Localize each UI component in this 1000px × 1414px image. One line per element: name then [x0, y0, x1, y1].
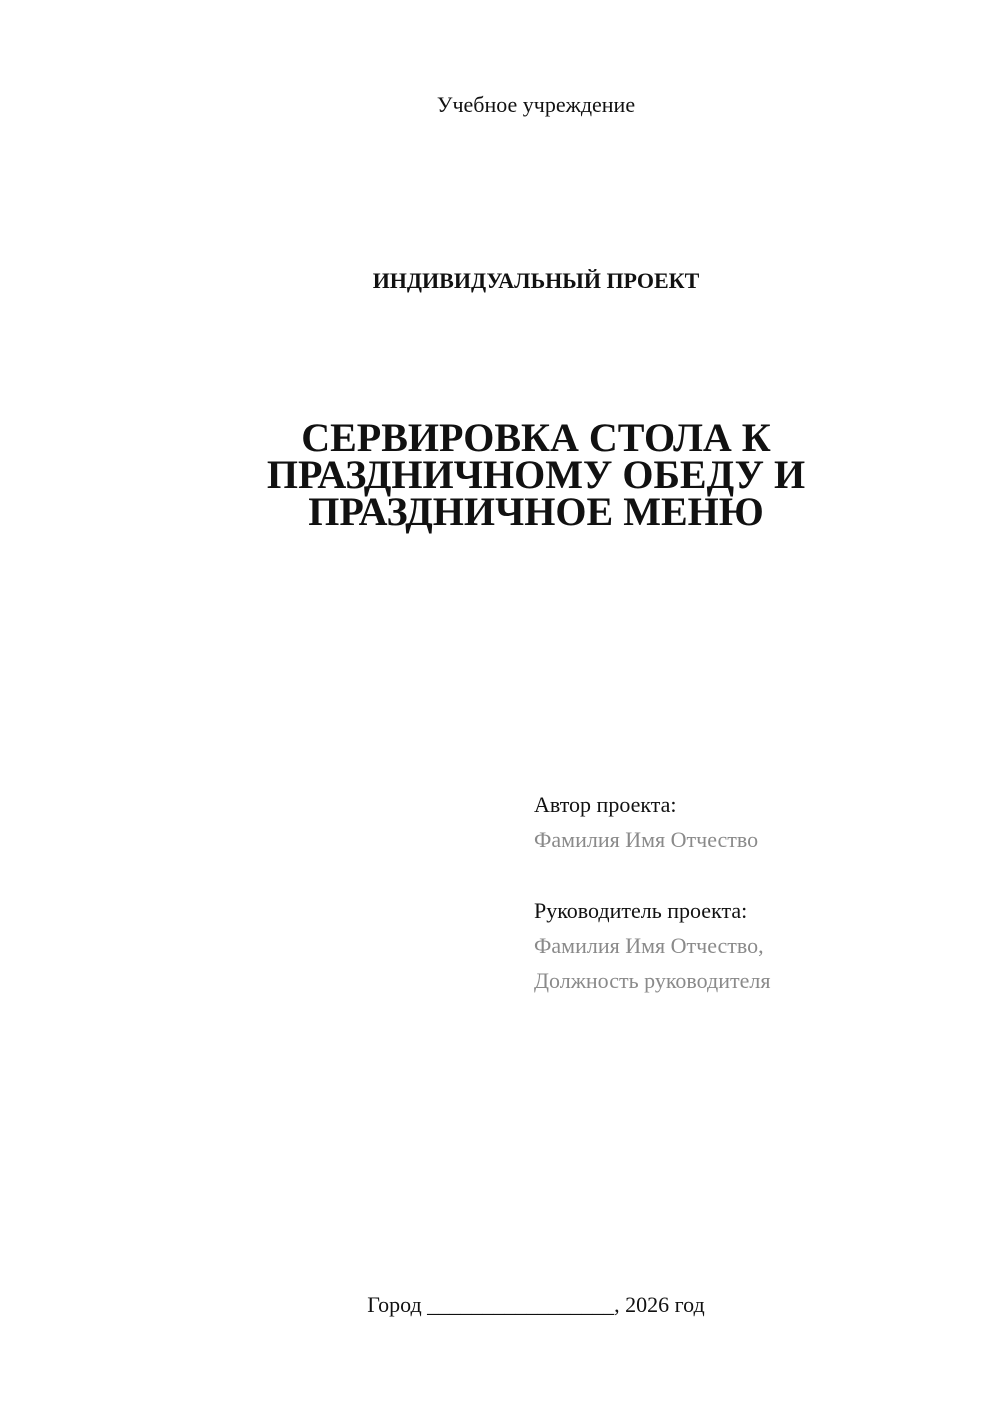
supervisor-label: Руководитель проекта: [534, 898, 748, 923]
project-title-line: ПРАЗДНИЧНОЕ МЕНЮ [308, 489, 764, 534]
project-title-line: СЕРВИРОВКА СТОЛА К [301, 415, 771, 460]
author-block [534, 787, 974, 857]
project-type-heading: ИНДИВИДУАЛЬНЫЙ ПРОЕКТ [372, 268, 700, 293]
project-title [236, 415, 836, 534]
author-name: Фамилия Имя Отчество [534, 827, 759, 852]
supervisor-name: Фамилия Имя Отчество, [534, 933, 764, 958]
project-title-line: ПРАЗДНИЧНОМУ ОБЕДУ И [266, 452, 806, 497]
supervisor-position: Должность руководителя [534, 968, 771, 993]
institution-name: Учебное учреждение [436, 92, 636, 117]
author-label: Автор проекта: [534, 792, 677, 817]
supervisor-block [534, 893, 974, 998]
city-year-footer: Город _________________, 2026 год [367, 1292, 705, 1317]
